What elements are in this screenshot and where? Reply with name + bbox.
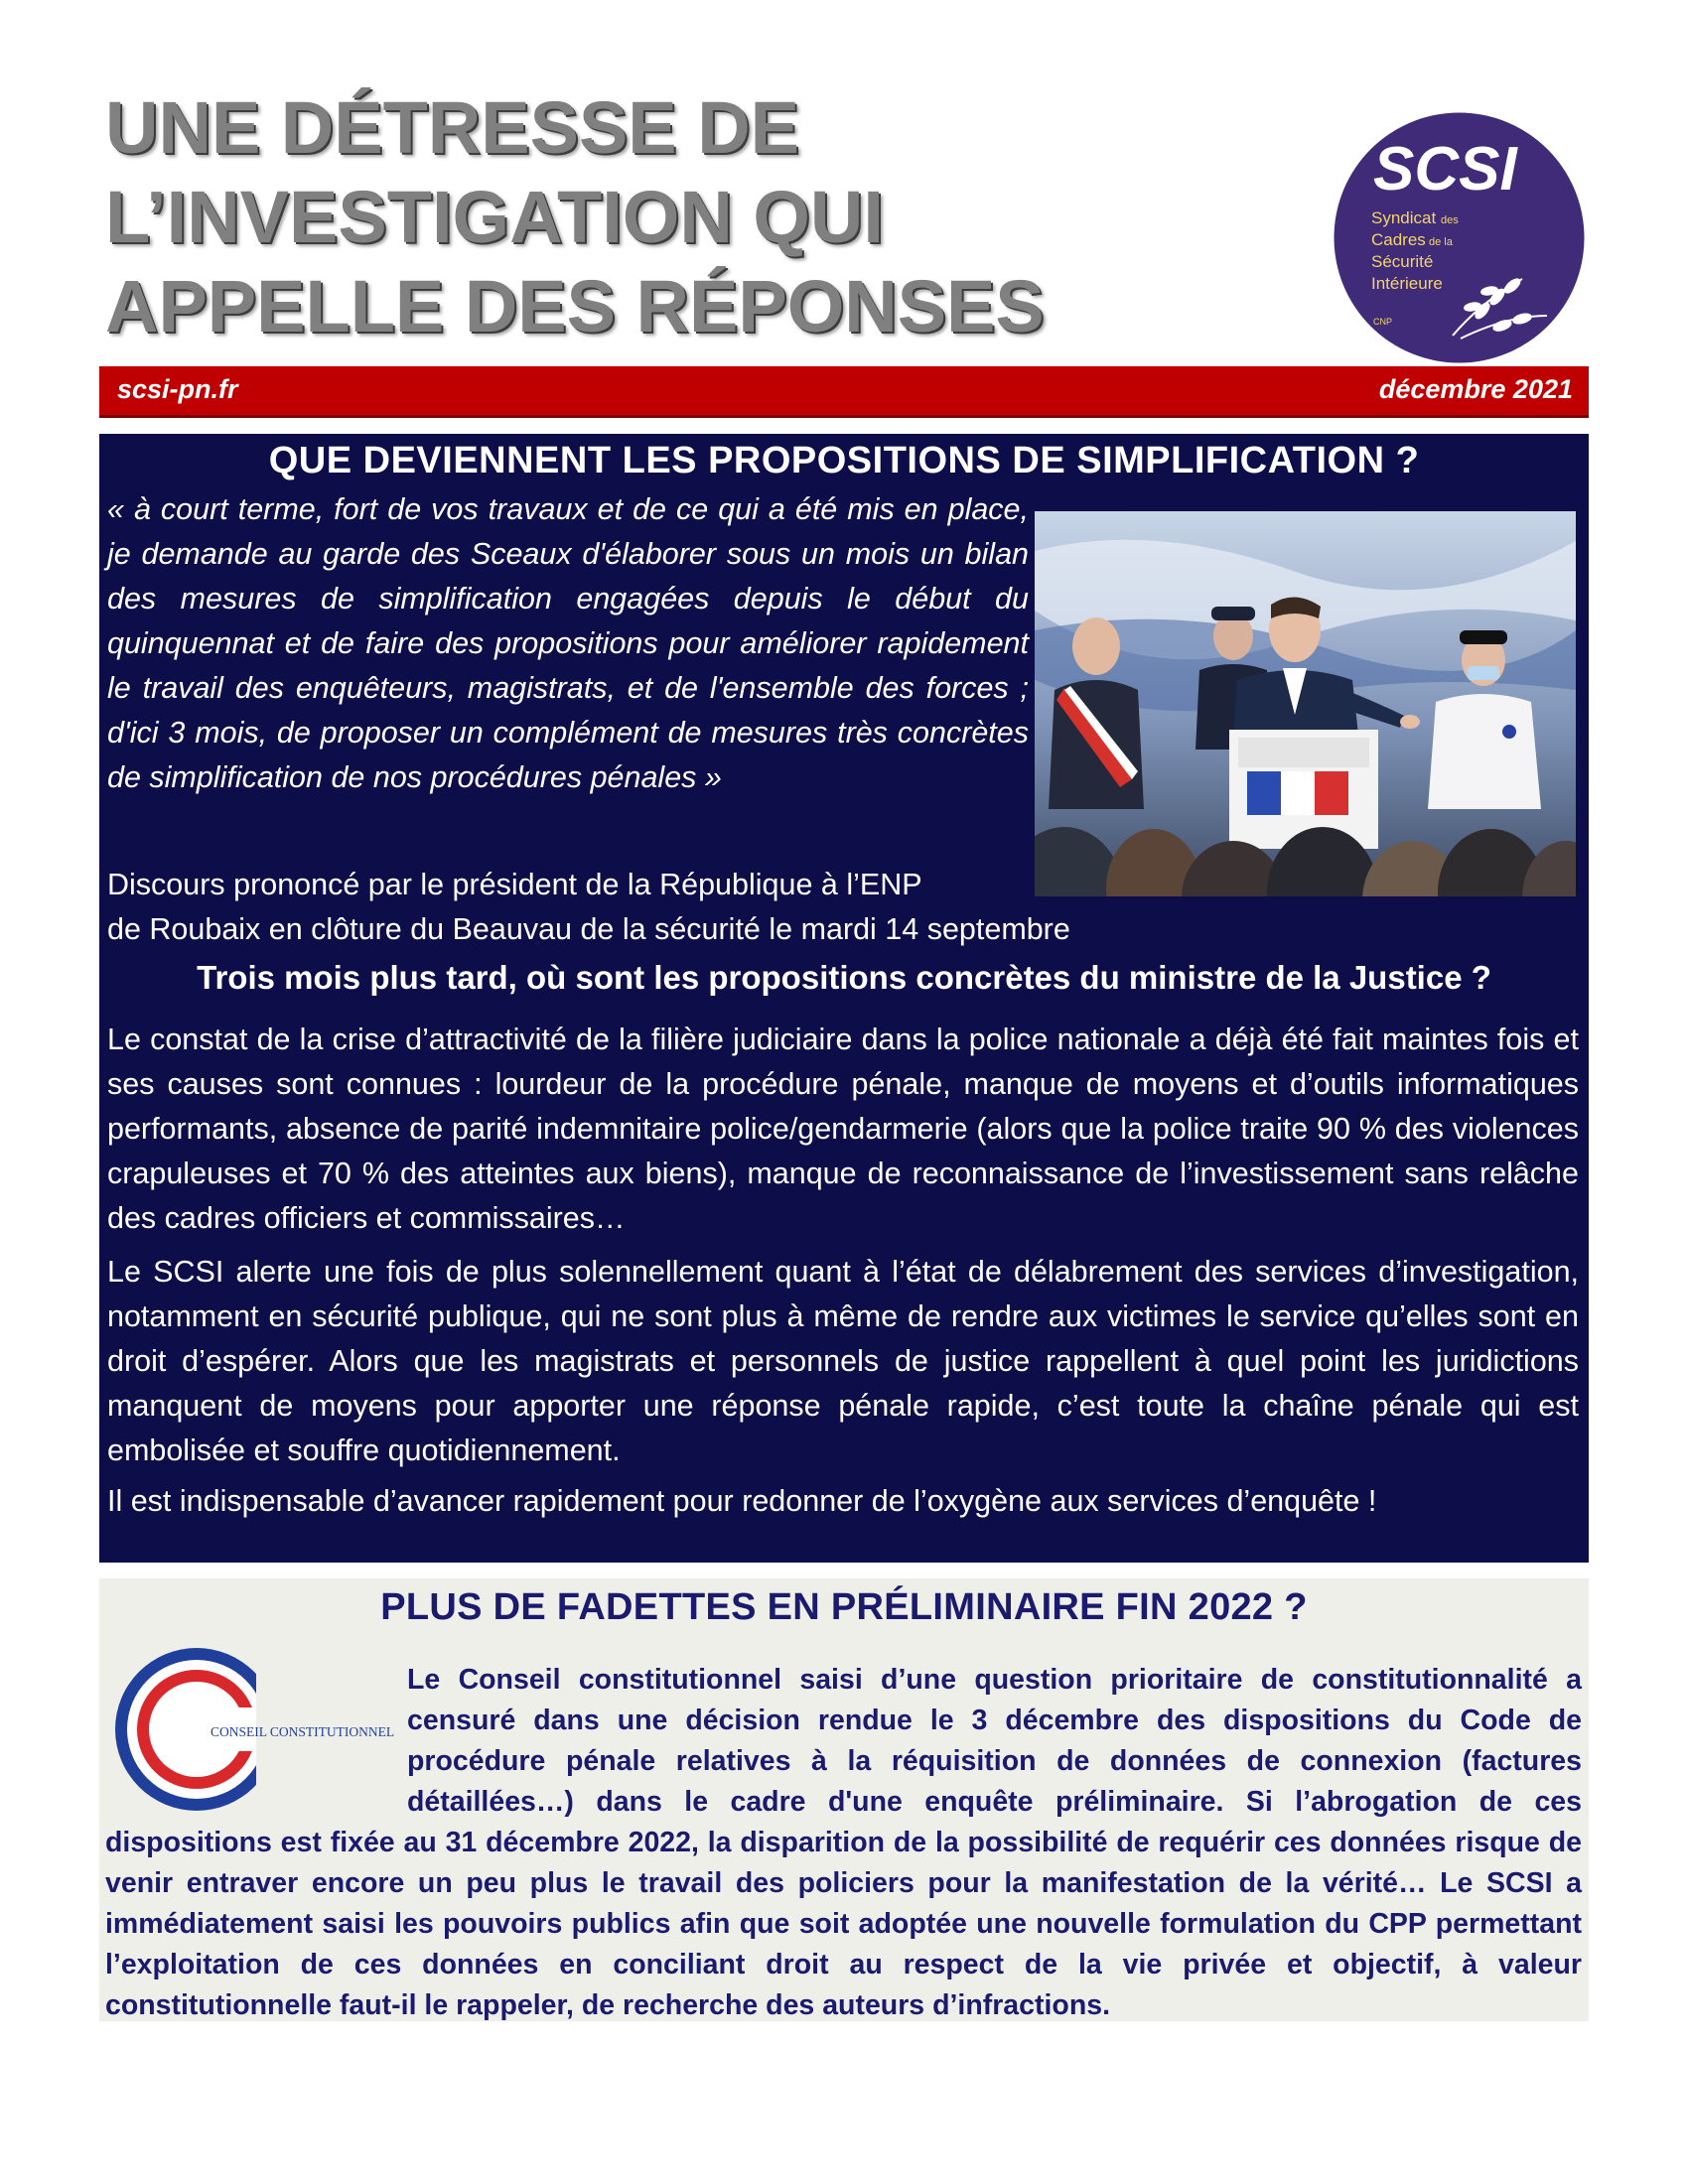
fadettes-section — [99, 1578, 1589, 2021]
title-line-2: L’INVESTIGATION QUI — [105, 176, 884, 258]
fadettes-text: Le Conseil constitutionnel saisi d’une question prioritaire de constitutionnalité a censuré dans une décision rendue le 3 décembre des dispositions du Code de procédure pénale relatives à la réquisition de données de connexion (factures détaillées…) dans le cadre d'une enquête préliminaire. Si l’abrogation de ces dispositions est fixée au 31 décembre 2022, la disparition de la possibilité de requérir ces données risque de venir entraver encore un peu plus le travail des policiers pour la manifestation de la vérité… Le SCSI a immédiatement saisi les pouvoirs publics afin que soit adoptée une nouvelle formulation du CPP permettant l’exploitation de ces données en conciliant droit au respect de la vie privée et objectif, à valeur constitutionnelle faut-il le rappeler, de recherche des auteurs d’infractions. — [105, 1664, 1582, 2021]
logo-line-1b: des — [1441, 214, 1459, 226]
title-line-3: APPELLE DES RÉPONSES — [105, 265, 1045, 347]
cc-logo-label: CONSEIL CONSTITUTIONNEL — [211, 1724, 395, 1739]
logo-line-3: Sécurité — [1371, 252, 1434, 271]
section-subheading: Trois mois plus tard, où sont les propositions concrètes du ministre de la Justice ? — [197, 959, 1491, 996]
logo-line-1: Syndicat — [1371, 208, 1437, 227]
paragraph-1: Le constat de la crise d’attractivité de la filière judiciaire dans la police nationale a déjà été fait maintes fois et ses causes sont connues : lourdeur de la procédure pénale, manque de moyens et d’outils informatiques performants, absence de parité indemnitaire police/gendarmerie (alors que la police traite 90 % des violences crapuleuses et 70 % des atteintes aux biens), manque de reconnaissance de l’investissement sans relâche des cadres officiers et commissaires… — [107, 1023, 1579, 1235]
logo-line-2: Cadres — [1371, 230, 1426, 249]
logo-spacer — [105, 1660, 407, 1819]
caption-line-2: de Roubaix en clôture du Beauvau de la sécurité le mardi 14 septembre — [107, 912, 1070, 946]
caption-line-1: Discours prononcé par le président de la République à l’ENP — [107, 868, 922, 901]
fadettes-heading: PLUS DE FADETTES EN PRÉLIMINAIRE FIN 2022 ? — [380, 1586, 1308, 1628]
president-quote: « à court terme, fort de vos travaux et de ce qui a été mis en place, je demande au garde des Sceaux d'élaborer sous un mois un bilan des mesures de simplification engagées depuis le début du quinquennat et de faire des propositions pour améliorer rapidement le travail des enquêteurs, magistrats, et de l'ensemble des forces ; d'ici 3 mois, de proposer un complément de mesures très concrètes de simplification de nos procédures pénales » — [107, 492, 1029, 794]
issue-date: décembre 2021 — [1378, 374, 1573, 404]
site-url[interactable]: scsi-pn.fr — [117, 374, 238, 404]
paragraph-3: Il est indispensable d’avancer rapidement pour redonner de l’oxygène aux services d’enquête ! — [107, 1484, 1377, 1518]
logo-name: SCSI — [1373, 135, 1517, 204]
quote-caption — [107, 863, 1319, 952]
title-line-1: UNE DÉTRESSE DE — [105, 86, 800, 169]
header-bar — [99, 366, 1589, 418]
president-speech-photo — [1035, 511, 1576, 896]
section-heading: QUE DEVIENNENT LES PROPOSITIONS DE SIMPLIFICATION ? — [268, 440, 1420, 481]
logo-small: CNP — [1373, 317, 1393, 327]
page-title — [105, 83, 1247, 351]
logo-line-4: Intérieure — [1371, 274, 1443, 293]
logo-line-2b: de la — [1429, 236, 1453, 248]
paragraph-2: Le SCSI alerte une fois de plus solennellement quant à l’état de délabrement des services d’investigation, notamment en sécurité publique, qui ne sont plus à même de rendre aux victimes le service qu’elles sont en droit d’espérer. Alors que les magistrats et personnels de justice rappellent à quel point les juridictions manquent de moyens pour apporter une réponse pénale rapide, c’est toute la chaîne pénale qui est embolisée et souffre quotidiennement. — [107, 1255, 1579, 1467]
scsi-logo — [1334, 112, 1585, 363]
simplification-section — [99, 434, 1589, 1563]
